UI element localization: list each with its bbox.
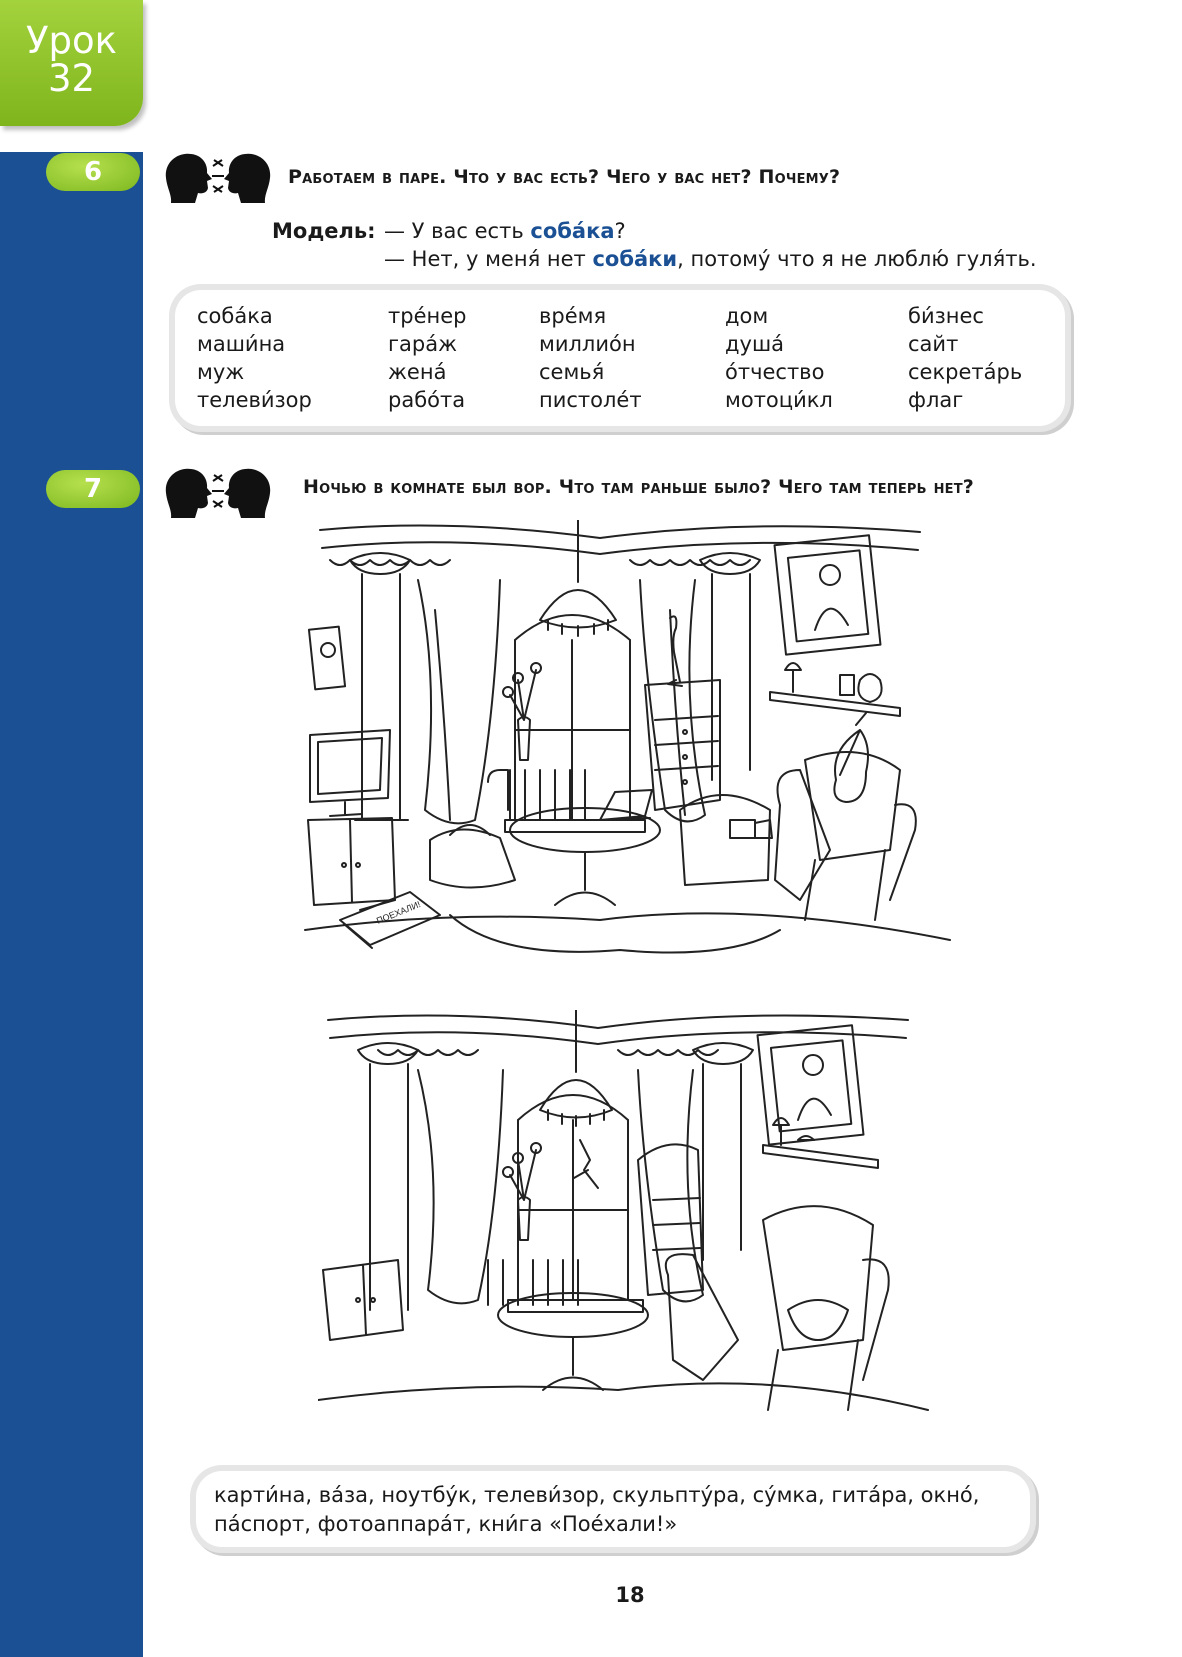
word: маши́на — [197, 332, 286, 356]
word: флаг — [908, 388, 964, 412]
page-number: 18 — [615, 1583, 645, 1607]
word: душа́ — [725, 332, 785, 356]
word: семья́ — [539, 360, 605, 384]
model-line-1-highlight: соба́ка — [530, 219, 615, 243]
model-line-2-highlight: соба́ки — [592, 247, 678, 271]
word-column-3 — [539, 302, 642, 414]
lesson-number: 32 — [47, 57, 96, 100]
word: рабо́та — [388, 388, 466, 412]
word-column-2 — [388, 302, 466, 414]
word: дом — [725, 304, 769, 328]
word: гара́ж — [388, 332, 458, 356]
task-6-title: Работаем в паре. Что у вас есть? Чего у вас нет? Почему? — [288, 166, 841, 188]
word: соба́ка — [197, 304, 273, 328]
book-cover-text: ПОЕХАЛИ! — [375, 899, 422, 926]
word: муж — [197, 360, 245, 384]
word: вре́мя — [539, 304, 607, 328]
model-line-1 — [384, 219, 626, 243]
task-7-title: Ночью в комнате был вор. Что там раньше было? Чего там теперь нет? — [303, 476, 975, 498]
model-line-1-post: ? — [614, 219, 626, 243]
word-column-1 — [197, 302, 312, 414]
model-line-2-post: , потому́ что я не люблю́ гуля́ть. — [677, 247, 1037, 271]
pair-work-icon — [158, 463, 278, 519]
word-box — [175, 290, 1065, 426]
word: секрета́рь — [908, 360, 1023, 384]
task-7-badge: 7 — [46, 470, 140, 508]
word: телеви́зор — [197, 388, 312, 412]
word: пистоле́т — [539, 388, 642, 412]
model-line-1-pre: — У вас есть — [384, 219, 531, 243]
word-column-5 — [908, 302, 1022, 414]
model-line-2-pre: — Нет, у меня́ нет — [384, 247, 593, 271]
sidebar-band — [0, 152, 143, 1657]
room-after-illustration — [318, 1010, 938, 1450]
word: жена́ — [388, 360, 447, 384]
word: сайт — [908, 332, 959, 356]
lesson-word: Урок — [25, 19, 118, 62]
word: о́тчество — [725, 360, 825, 384]
word: тре́нер — [388, 304, 467, 328]
model-label: Модель: — [272, 219, 376, 243]
word: миллио́н — [539, 332, 636, 356]
lesson-tab — [0, 0, 143, 126]
room-before-illustration — [300, 520, 980, 1000]
word: мотоци́кл — [725, 388, 833, 412]
pair-work-icon — [158, 148, 278, 204]
word-column-4 — [725, 302, 833, 414]
model-line-2 — [384, 247, 1037, 271]
word: би́знес — [908, 304, 984, 328]
answer-word-box — [196, 1471, 1030, 1547]
task-6-badge: 6 — [46, 153, 140, 191]
answer-words: карти́на, ва́за, ноутбу́к, телеви́зор, скульпту́ра, су́мка, гита́ра, окно́, па́спорт, фотоаппара́т, кни́га «Пое́хали!» — [214, 1483, 980, 1536]
